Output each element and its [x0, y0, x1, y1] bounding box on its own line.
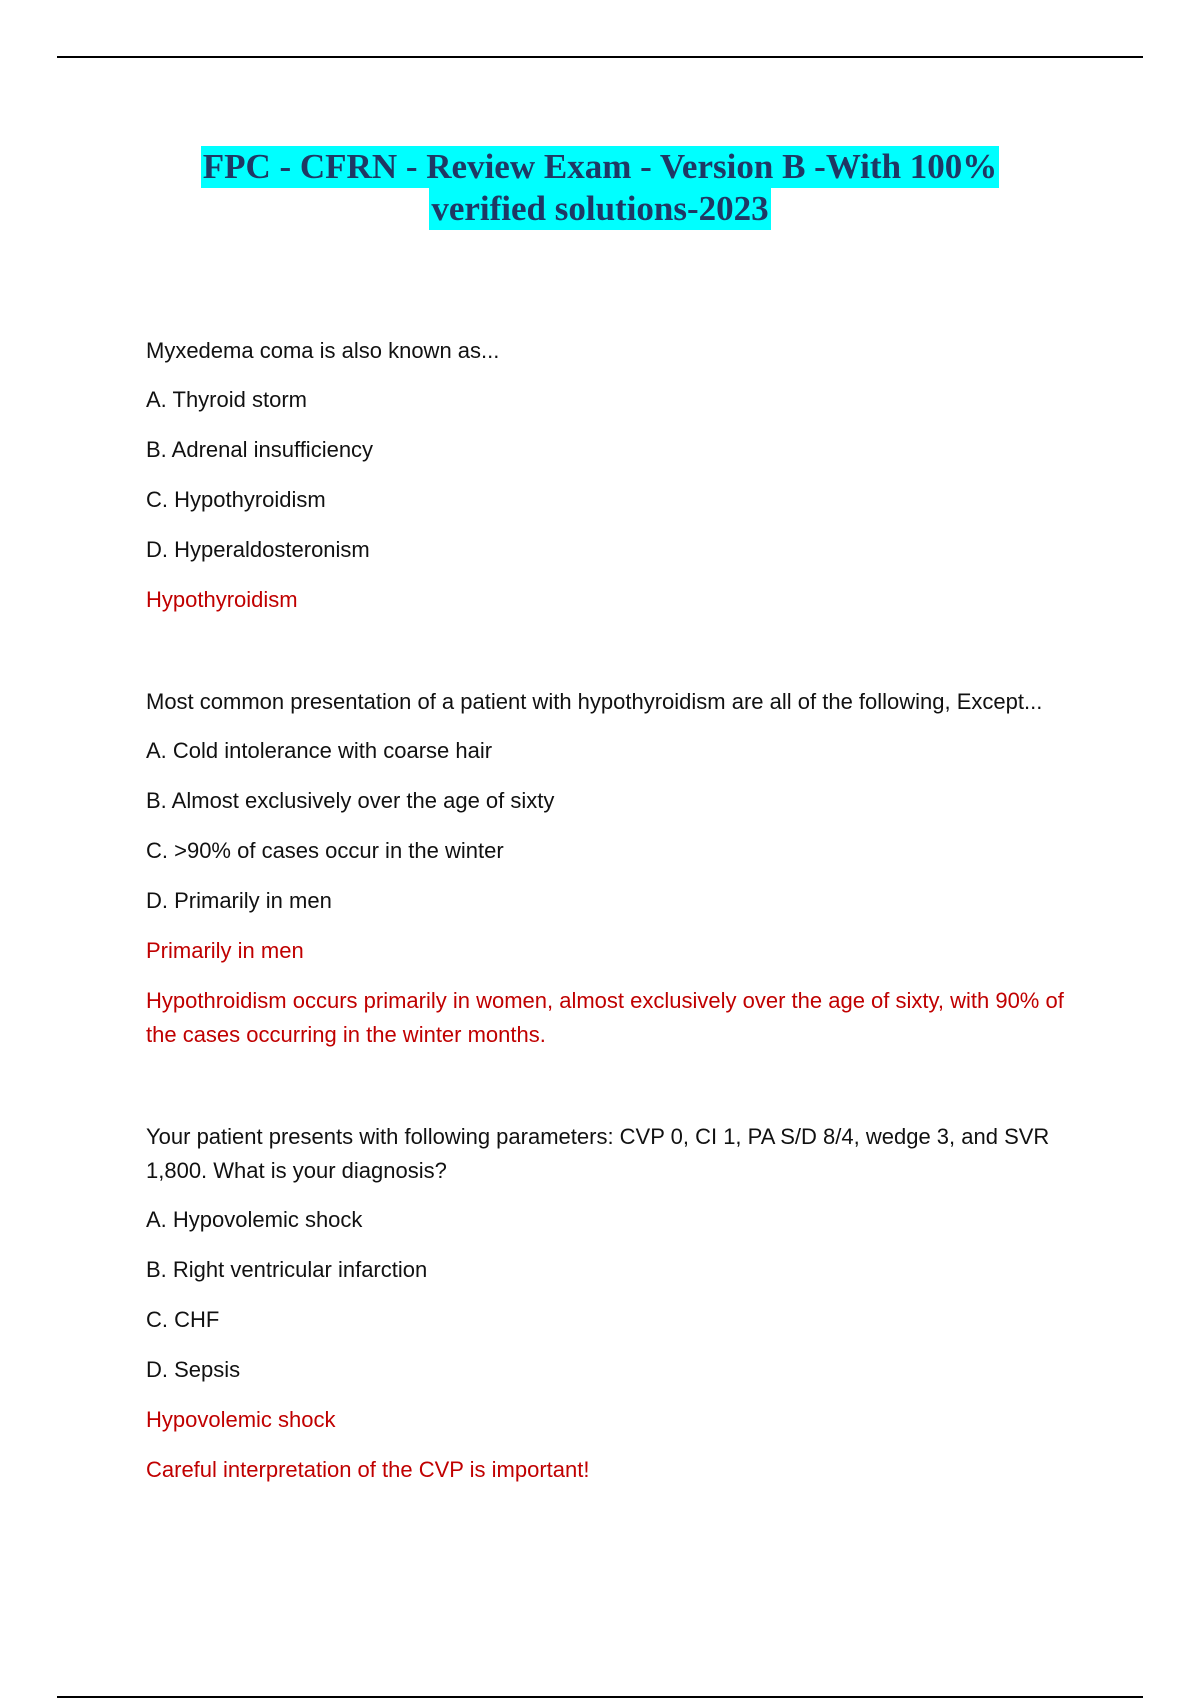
answer-explanation: Careful interpretation of the CVP is important!: [146, 1457, 590, 1482]
option-a: A. Hypovolemic shock: [146, 1207, 363, 1232]
title-line-2: verified solutions-2023: [431, 189, 769, 228]
option-d: D. Sepsis: [146, 1357, 241, 1382]
option-a: A. Thyroid storm: [146, 387, 307, 412]
option-b: B. Right ventricular infarction: [146, 1257, 428, 1282]
footer-rule: [57, 1696, 1143, 1698]
option-d: D. Hyperaldosteronism: [146, 537, 370, 562]
header-rule: [57, 56, 1143, 58]
answer-text: Primarily in men: [146, 938, 304, 963]
question-3: [146, 1120, 1076, 1487]
option-c: C. Hypothyroidism: [146, 487, 326, 512]
answer-text: Hypothyroidism: [146, 587, 298, 612]
question-1: [146, 334, 1076, 617]
question-text: Most common presentation of a patient with hypothyroidism are all of the following, Except...: [146, 689, 1043, 714]
question-list: [146, 334, 1076, 1487]
answer-explanation: Hypothroidism occurs primarily in women, almost exclusively over the age of sixty, with 90% of the cases occurring in the winter months.: [146, 988, 1064, 1047]
title-line-1: FPC - CFRN - Review Exam - Version B -With 100%: [202, 147, 998, 186]
option-c: C. CHF: [146, 1307, 220, 1332]
question-text: Your patient presents with following parameters: CVP 0, CI 1, PA S/D 8/4, wedge 3, and SVR 1,800. What is your diagnosis?: [146, 1124, 1050, 1183]
question-2: [146, 685, 1076, 1052]
option-d: D. Primarily in men: [146, 888, 332, 913]
option-b: B. Almost exclusively over the age of sixty: [146, 788, 555, 813]
option-b: B. Adrenal insufficiency: [146, 437, 374, 462]
question-text: Myxedema coma is also known as...: [146, 338, 500, 363]
option-a: A. Cold intolerance with coarse hair: [146, 738, 493, 763]
document-title: [0, 146, 1200, 230]
option-c: C. >90% of cases occur in the winter: [146, 838, 504, 863]
answer-text: Hypovolemic shock: [146, 1407, 336, 1432]
